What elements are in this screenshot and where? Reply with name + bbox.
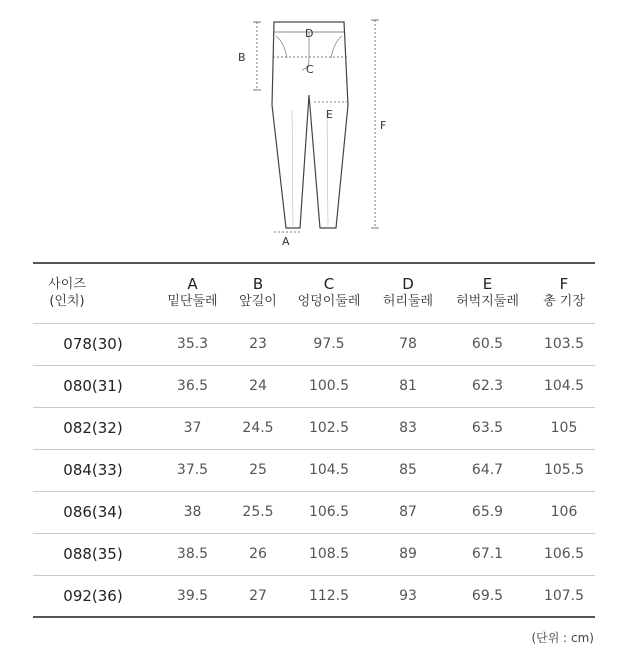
size-cell: 084(33)	[33, 449, 153, 491]
measurement-cell: 65.9	[442, 491, 533, 533]
measurement-cell: 106.5	[284, 491, 374, 533]
size-cell: 080(31)	[33, 365, 153, 407]
label-b: B	[238, 51, 246, 64]
measurement-cell: 37	[153, 407, 232, 449]
measurement-cell: 25.5	[232, 491, 284, 533]
measurement-cell: 97.5	[284, 323, 374, 365]
size-column-header	[33, 263, 153, 323]
column-letter: F	[559, 275, 569, 294]
measurement-cell: 103.5	[533, 323, 595, 365]
measurement-cell: 67.1	[442, 533, 533, 575]
measurement-cell: 81	[374, 365, 442, 407]
measurement-cell: 106.5	[533, 533, 595, 575]
measurement-cell: 87	[374, 491, 442, 533]
table-row	[33, 449, 595, 491]
label-a: A	[282, 235, 290, 248]
label-f: F	[380, 119, 387, 132]
measurement-cell: 38	[153, 491, 232, 533]
column-name: 총 기장	[543, 294, 585, 310]
table-row	[33, 323, 595, 365]
measurement-cell: 108.5	[284, 533, 374, 575]
measurement-cell: 24	[232, 365, 284, 407]
table-row	[33, 491, 595, 533]
size-table	[33, 262, 595, 618]
pants-outline	[272, 22, 348, 228]
measurement-cell: 100.5	[284, 365, 374, 407]
unit-note: (단위 : cm)	[531, 631, 594, 645]
measurement-cell: 60.5	[442, 323, 533, 365]
size-cell: 082(32)	[33, 407, 153, 449]
measurement-cell: 106	[533, 491, 595, 533]
size-cell: 092(36)	[33, 575, 153, 617]
measurement-cell: 63.5	[442, 407, 533, 449]
column-header-b	[232, 263, 284, 323]
label-d: D	[305, 27, 314, 40]
measurement-cell: 38.5	[153, 533, 232, 575]
measurement-cell: 24.5	[232, 407, 284, 449]
measurement-cell: 27	[232, 575, 284, 617]
column-letter: D	[402, 275, 414, 294]
column-header-d	[374, 263, 442, 323]
measurement-cell: 107.5	[533, 575, 595, 617]
measurement-cell: 69.5	[442, 575, 533, 617]
column-name: 엉덩이둘레	[297, 294, 361, 310]
column-letter: A	[187, 275, 198, 294]
column-letter: E	[482, 275, 493, 294]
pants-measurement-diagram	[0, 0, 627, 258]
table-header-row	[33, 263, 595, 323]
measurement-cell: 112.5	[284, 575, 374, 617]
column-header-f	[533, 263, 595, 323]
measurement-cell: 83	[374, 407, 442, 449]
table-row	[33, 407, 595, 449]
measurement-cell: 25	[232, 449, 284, 491]
column-header-c	[284, 263, 374, 323]
table-row	[33, 575, 595, 617]
size-cell: 088(35)	[33, 533, 153, 575]
measurement-cell: 102.5	[284, 407, 374, 449]
size-header-label: 사이즈 (인치)	[48, 277, 86, 310]
size-cell: 078(30)	[33, 323, 153, 365]
measurement-cell: 105	[533, 407, 595, 449]
column-letter: C	[323, 275, 335, 294]
label-e: E	[326, 108, 333, 121]
column-name: 허리둘레	[382, 294, 434, 310]
measurement-cell: 35.3	[153, 323, 232, 365]
measurement-cell: 78	[374, 323, 442, 365]
label-c: C	[306, 63, 314, 76]
measurement-cell: 89	[374, 533, 442, 575]
column-letter: B	[252, 275, 264, 294]
pants-diagram-svg	[0, 0, 627, 258]
column-header-a	[153, 263, 232, 323]
column-name: 앞길이	[239, 294, 277, 310]
table-body	[33, 323, 595, 617]
measurement-cell: 62.3	[442, 365, 533, 407]
measurement-cell: 93	[374, 575, 442, 617]
table-row	[33, 365, 595, 407]
size-cell: 086(34)	[33, 491, 153, 533]
measurement-cell: 104.5	[533, 365, 595, 407]
measurement-cell: 37.5	[153, 449, 232, 491]
measurement-cell: 39.5	[153, 575, 232, 617]
measurement-cell: 26	[232, 533, 284, 575]
measurement-cell: 85	[374, 449, 442, 491]
measurement-cell: 105.5	[533, 449, 595, 491]
table-row	[33, 533, 595, 575]
column-header-e	[442, 263, 533, 323]
column-name: 밑단둘레	[167, 294, 218, 310]
measurement-cell: 64.7	[442, 449, 533, 491]
measurement-cell: 36.5	[153, 365, 232, 407]
measurement-cell: 23	[232, 323, 284, 365]
column-name: 허벅지둘레	[456, 294, 519, 310]
measurement-cell: 104.5	[284, 449, 374, 491]
